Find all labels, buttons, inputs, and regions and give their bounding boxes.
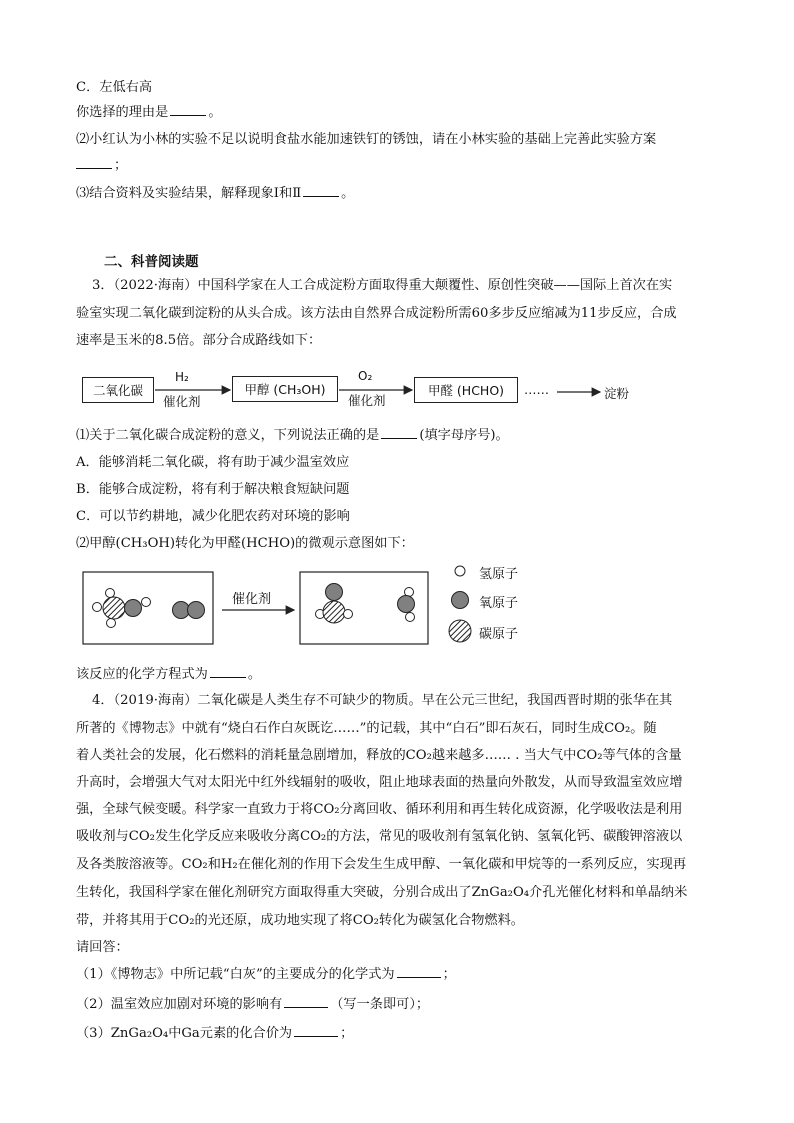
part2-suffix: ； xyxy=(114,158,128,173)
reason-suffix: 。 xyxy=(208,105,222,120)
product-c-atom xyxy=(323,601,345,623)
reactant-c-atom xyxy=(103,597,125,619)
reactant-h-atom xyxy=(142,598,151,607)
part3-suffix: 。 xyxy=(341,186,355,201)
flow-end-starch: 淀粉 xyxy=(604,386,630,401)
q3-equation-prefix: 该反应的化学方程式为 xyxy=(76,667,208,682)
flow-box-co2: 二氧化碳 xyxy=(82,377,154,403)
q4-sub1-suffix: ； xyxy=(442,967,456,982)
flow-arrow2-top: O₂ xyxy=(358,369,373,383)
reason-prefix: 你选择的理由是 xyxy=(76,105,169,120)
legend-oxygen: 氧原子 xyxy=(479,596,519,611)
carbon-icon xyxy=(449,620,471,642)
flow-box-methanol: 甲醇 (CH₃OH) xyxy=(232,376,338,402)
flow-dots: …… xyxy=(524,382,549,397)
q3-equation-suffix: 。 xyxy=(247,667,262,682)
product-h-atom xyxy=(344,610,353,619)
q3-sub2: ⑵甲醇(CH₃OH)转化为甲醛(HCHO)的微观示意图如下： xyxy=(76,536,414,551)
legend-hydrogen: 氢原子 xyxy=(479,567,519,582)
q4-sub1-prefix: （1）《博物志》中所记载“白灰”的主要成分的化学式为 xyxy=(76,967,395,982)
product-o-atom xyxy=(326,584,343,601)
q4-line1: 4．（2019·海南）二氧化碳是人类生存不可缺少的物质。早在公元三世纪，我国西晋时期的张华在其 xyxy=(92,693,673,708)
q3-line3: 速率是玉米的8.5倍。部分合成路线如下： xyxy=(76,333,322,348)
q4-sub2-suffix: （写一条即可）； xyxy=(330,997,430,1012)
q4-line5: 强，全球气候变暖。科学家一直致力于将CO₂分离回收、循环利用和再生转化成资源，化学吸收法是利用 xyxy=(76,802,683,817)
q4-line7: 及各类胺溶液等。CO₂和H₂在催化剂的作用下会发生生成甲醇、一氧化碳和甲烷等的一系列反应，实现再 xyxy=(76,857,687,872)
q3-option-c: C．可以节约耕地，减少化肥农药对环境的影响 xyxy=(76,509,350,524)
product-o-atom xyxy=(398,596,415,613)
product-h-atom xyxy=(406,613,415,622)
reactant-o-atom xyxy=(125,600,142,617)
q4-line6: 吸收剂与CO₂发生化学反应来吸收分离CO₂的方法，常见的吸收剂有氢氧化钠、氢氧化钙、碳酸钾溶液以 xyxy=(76,829,683,844)
reactant-o2-atom xyxy=(188,602,205,619)
q3-line1: 3．（2022·海南）中国科学家在人工合成淀粉方面取得重大颠覆性、原创性突破——国际上首次在实 xyxy=(92,278,673,293)
q4-line2: 所著的《博物志》中就有“烧白石作白灰既讫……”的记载，其中“白石”即石灰石，同时生成CO₂。随 xyxy=(76,721,657,736)
flow-box-formaldehyde: 甲醛 (HCHO) xyxy=(414,377,518,403)
reactant-o2-atom xyxy=(173,602,190,619)
q3-line2: 验室实现二氧化碳到淀粉的从头合成。该方法由自然界合成淀粉所需60多步反应缩减为11步反应，合成 xyxy=(76,306,677,321)
q4-line8: 生转化，我国科学家在催化剂研究方面取得重大突破，分别合成出了ZnGa₂O₄介孔光催化材料和单晶纳米 xyxy=(76,885,688,900)
q3-sub1-prefix: ⑴关于二氧化碳合成淀粉的意义，下列说法正确的是 xyxy=(76,428,380,443)
flow-arrow2-bottom: 催化剂 xyxy=(348,393,386,408)
reactant-h-atom xyxy=(93,603,102,612)
q4-sub3-suffix: ； xyxy=(340,1026,354,1041)
q4-sub3-prefix: （3）ZnGa₂O₄中Ga元素的化合价为 xyxy=(76,1026,293,1041)
reactant-h-atom xyxy=(106,589,115,598)
q4-line3: 着人类社会的发展，化石燃料的消耗量急剧增加，释放的CO₂越来越多…… . 当大气中CO₂等气体的含量 xyxy=(76,748,682,763)
hydrogen-icon xyxy=(455,566,465,576)
oxygen-icon xyxy=(452,592,469,609)
q4-line4: 升高时，会增强大气对太阳光中红外线辐射的吸收，阻止地球表面的热量向外散发，从而导致温室效应增 xyxy=(76,775,683,790)
legend-carbon: 碳原子 xyxy=(479,627,519,642)
part3-prefix: ⑶结合资料及实验结果，解释现象Ⅰ和Ⅱ xyxy=(76,186,302,201)
flow-arrow1-top: H₂ xyxy=(175,370,189,384)
flow-arrow1-bottom: 催化剂 xyxy=(163,394,201,409)
diagram-arrow-label: 催化剂 xyxy=(232,592,272,607)
reactant-h-atom xyxy=(107,619,116,628)
q3-option-a: A．能够消耗二氧化碳，将有助于减少温室效应 xyxy=(76,455,350,470)
part2-line1: ⑵小红认为小林的实验不足以说明食盐水能加速铁钉的锈蚀，请在小林实验的基础上完善此实验方案 xyxy=(76,132,657,147)
q4-line9: 带，并将其用于CO₂的光还原，成功地实现了将CO₂转化为碳氢化合物燃料。 xyxy=(76,913,524,928)
q4-ask: 请回答： xyxy=(76,940,129,955)
section-title: 二、科普阅读题 xyxy=(104,254,199,270)
q4-sub2-prefix: （2）温室效应加剧对环境的影响有 xyxy=(76,997,283,1012)
q3-sub1-suffix: (填字母序号)。 xyxy=(419,428,509,443)
q3-option-b: B．能够合成淀粉，将有利于解决粮食短缺问题 xyxy=(76,482,350,497)
option-c-prev: C．左低右高 xyxy=(76,80,153,95)
